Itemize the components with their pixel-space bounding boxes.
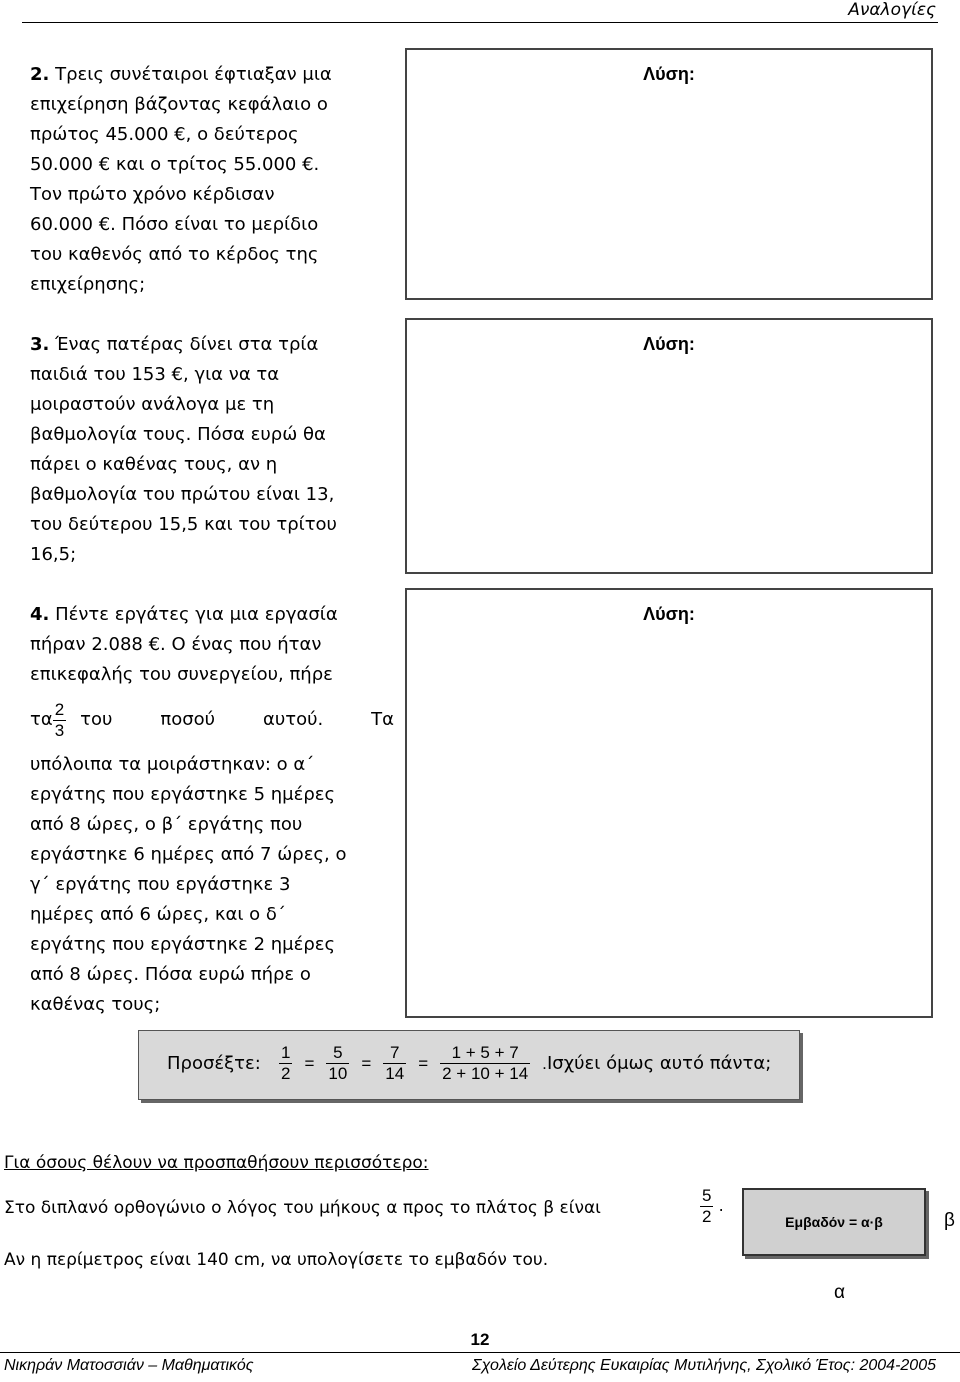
- problem-3-line: παιδιά του 153 €, για να τα: [30, 364, 280, 385]
- problem-2-line: 60.000 €. Πόσο είναι το μερίδιο: [30, 214, 319, 235]
- solution-label: Λύση:: [643, 334, 695, 354]
- problem-4-line: εργάτης που εργάστηκε 5 ημέρες: [30, 784, 336, 805]
- problem-4-line: από 8 ώρες, ο β΄ εργάτης που: [30, 814, 303, 835]
- problem-2-line: του καθενός από το κέρδος της: [30, 244, 319, 265]
- fraction-numerator: 5: [326, 1043, 349, 1064]
- fraction-numerator: 7: [383, 1043, 406, 1064]
- fraction-two-thirds: [53, 700, 66, 741]
- problem-2-line: 50.000 € και ο τρίτος 55.000 €.: [30, 154, 320, 175]
- problem-4-line: καθένας τους;: [30, 994, 161, 1015]
- fraction-denominator: 10: [328, 1064, 348, 1083]
- fraction-five-halves: [700, 1186, 724, 1227]
- fraction-numerator: 1 + 5 + 7: [440, 1043, 530, 1064]
- solution-label: Λύση:: [643, 604, 695, 624]
- solution-box-2[interactable]: [405, 48, 933, 300]
- side-a-label: α: [834, 1282, 845, 1303]
- fraction-denominator: 2: [281, 1064, 291, 1083]
- problem-4-line: ημέρες από 6 ώρες, και ο δ΄: [30, 904, 286, 925]
- extra-line-1: Στο διπλανό ορθογώνιο ο λόγος του μήκους α προς το πλάτος β είναι: [4, 1198, 601, 1218]
- rectangle-figure: [742, 1188, 926, 1256]
- equals-sign: =: [304, 1053, 315, 1073]
- fraction-numerator: 1: [281, 1043, 291, 1062]
- fraction-numerator: 5: [702, 1186, 712, 1205]
- fraction-numerator: 2: [54, 699, 65, 719]
- problem-2-line: επιχείρησης;: [30, 274, 146, 295]
- problem-text: Τρεις συνέταιροι έφτιαξαν μια: [55, 64, 332, 85]
- problem-2-line: επιχείρηση βάζοντας κεφάλαιο ο: [30, 94, 328, 115]
- problem-text: τα: [30, 709, 53, 730]
- problem-3-line: 16,5;: [30, 544, 77, 565]
- problem-2-line: πρώτος 45.000 €, ο δεύτερος: [30, 124, 299, 145]
- problem-4-line: από 8 ώρες. Πόσα ευρώ πήρε ο: [30, 964, 311, 985]
- problem-4: [30, 600, 394, 1020]
- problem-3: [30, 330, 394, 570]
- problem-3-line: βαθμολογία του πρώτου είναι 13,: [30, 484, 335, 505]
- rectangle-label: Εμβαδόν = α·β: [785, 1214, 883, 1230]
- note-equation: [279, 1043, 547, 1084]
- fraction: [383, 1043, 406, 1084]
- fraction-denominator: 14: [385, 1064, 405, 1083]
- problem-4-line: υπόλοιπα τα μοιράστηκαν: ο α΄: [30, 754, 315, 775]
- header-title: Αναλογίες: [848, 0, 936, 20]
- footer-rule: [0, 1352, 960, 1353]
- fraction: [700, 1186, 713, 1227]
- period: .: [718, 1196, 724, 1215]
- fraction-denominator: 3: [54, 720, 65, 740]
- problem-2-line: Τον πρώτο χρόνο κέρδισαν: [30, 184, 275, 205]
- problem-text: του ποσού αυτού. Τα: [80, 709, 394, 730]
- header-rule: [22, 22, 938, 23]
- fraction: [279, 1043, 292, 1084]
- fraction: [326, 1043, 349, 1084]
- footer-left: Νικηράν Ματοσσιάν – Μαθηματικός: [4, 1357, 254, 1374]
- note-question: Ισχύει όμως αυτό πάντα;: [547, 1053, 772, 1074]
- problem-3-line: βαθμολογία τους. Πόσα ευρώ θα: [30, 424, 326, 445]
- problem-3-line: [30, 330, 394, 360]
- problem-4-fraction-line: [30, 690, 394, 750]
- note-box: [138, 1030, 800, 1100]
- problem-4-line: εργάτης που εργάστηκε 2 ημέρες: [30, 934, 336, 955]
- problem-number: 3.: [30, 334, 50, 355]
- footer-right: Σχολείο Δεύτερης Ευκαιρίας Μυτιλήνης, Σχολικό Έτος: 2004-2005: [471, 1357, 936, 1374]
- fraction-denominator: 2: [702, 1207, 712, 1226]
- equals-sign: =: [418, 1053, 429, 1073]
- fraction: [440, 1043, 530, 1084]
- problem-4-line: πήραν 2.088 €. Ο ένας που ήταν: [30, 634, 322, 655]
- solution-box-4[interactable]: [405, 588, 933, 1018]
- problem-4-line: εργάστηκε 6 ημέρες από 7 ώρες, ο: [30, 844, 347, 865]
- problem-4-line: επικεφαλής του συνεργείου, πήρε: [30, 664, 333, 685]
- problem-3-line: του δεύτερου 15,5 και του τρίτου: [30, 514, 337, 535]
- solution-label: Λύση:: [643, 64, 695, 84]
- page-number: 12: [470, 1330, 490, 1349]
- problem-text: Πέντε εργάτες για μια εργασία: [55, 604, 338, 625]
- problem-number: 4.: [30, 604, 50, 625]
- period: .: [542, 1053, 547, 1073]
- problem-2: [30, 60, 394, 300]
- problem-number: 2.: [30, 64, 50, 85]
- side-b-label: β: [944, 1210, 955, 1231]
- equals-sign: =: [361, 1053, 372, 1073]
- problem-3-line: πάρει ο καθένας τους, αν η: [30, 454, 278, 475]
- problem-4-line: [30, 600, 394, 630]
- solution-box-3[interactable]: [405, 318, 933, 574]
- extra-line-2: Αν η περίμετρος είναι 140 cm, να υπολογίσετε το εμβαδόν του.: [4, 1250, 549, 1270]
- note-label: Προσέξτε:: [167, 1053, 261, 1074]
- fraction-denominator: 2 + 10 + 14: [442, 1064, 529, 1083]
- problem-2-line: [30, 60, 394, 90]
- problem-4-line: γ΄ εργάτης που εργάστηκε 3: [30, 874, 291, 895]
- problem-text: Ένας πατέρας δίνει στα τρία: [55, 334, 319, 355]
- problem-3-line: μοιραστούν ανάλογα με τη: [30, 394, 275, 415]
- extra-title: Για όσους θέλουν να προσπαθήσουν περισσότερο:: [4, 1153, 429, 1173]
